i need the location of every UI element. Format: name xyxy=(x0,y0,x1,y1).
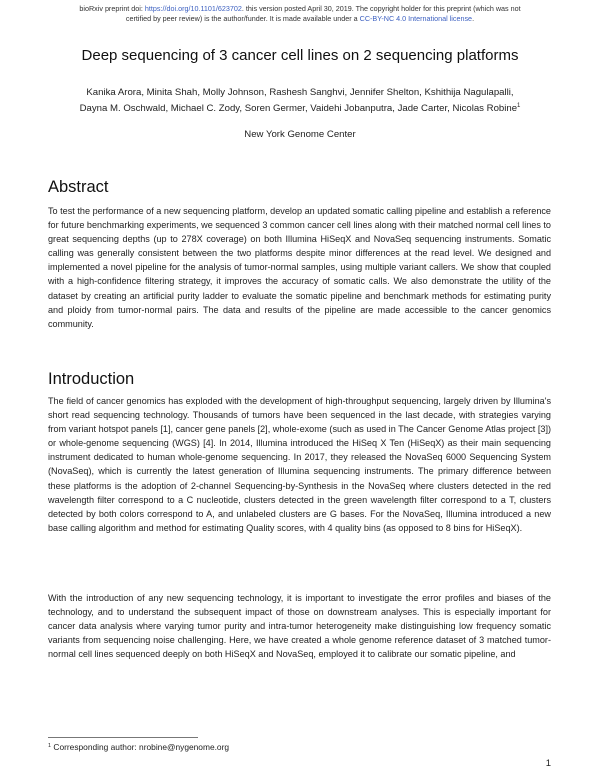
footnote xyxy=(48,742,229,753)
paper-title: Deep sequencing of 3 cancer cell lines on 2 sequencing platforms xyxy=(81,47,519,64)
doi-link[interactable]: https://doi.org/10.1101/623702 xyxy=(144,4,242,13)
abstract-heading: Abstract xyxy=(48,178,109,196)
author-list xyxy=(40,85,560,117)
footnote-mark: 1 xyxy=(48,743,52,749)
footnote-text: Corresponding author: nrobine@nygenome.org xyxy=(51,742,230,752)
abstract-text: To test the performance of a new sequencing platform, develop an updated somatic calling pipeline and establish a reference for future benchmarking experiments, we sequenced 3 common cancer cell lines along with their matched normal cell lines to great sequencing depths (up to 278X coverage) on both Illumina HiSeqX and NovaSeq sequencing instruments. Somatic calling was generally consistent between the two platforms despite minor differences at the read level. We designed and implemented a novel pipeline for the analysis of tumor-normal samples, using multiple variant callers. We show that coupled with a high-confidence filtering strategy, it improves the accuracy of somatic calls. We also demonstrate the utility of the dataset by creating an artificial purity ladder to evaluate the somatic pipeline and benchmark methods for estimating purity and ploidy from tumor-normal pairs. The data and results of the pipeline are made accessible to the cancer genomics community. xyxy=(48,206,551,329)
page-number: 1 xyxy=(545,758,551,769)
corresponding-author-mark: 1 xyxy=(517,103,521,109)
notice-line1-prefix: bioRxiv preprint doi: xyxy=(79,4,145,13)
introduction-paragraph-1: The field of cancer genomics has exploded with the development of high-throughput sequencing, largely driven by Illumina's short read sequencing technology. Thousands of tumors have been sequenced in the last decade, with strategies varying from variant hotspot panels [1], cancer gene panels [2], whole-exome (such as used in The Cancer Genome Atlas project [3]) or whole-genome sequencing (WGS) [4]. In 2014, Illumina introduced the HiSeq X Ten (HiSeqX) as their main sequencing instrument dedicated to human whole-genome sequencing. In 2017, they released the NovaSeq 6000 Sequencing System (NovaSeq), which is currently the latest generation of Illumina sequencing instruments. The primary difference between these platforms is the adoption of 2-channel Sequencing-by-Synthesis in the NovaSeq where clusters detected in the red wavelength filter correspond to a C nucleotide, clusters detected in the green wavelength filter correspond to a T, clusters detected by both colors correspond to A, and unlabeled clusters are G bases. For the NovaSeq, Illumina introduced a new base calling algorithm and method for estimating Quality scores, with 4 quality bins (as opposed to 8 bins for HiSeqX). xyxy=(48,396,551,533)
author-line-1: Kanika Arora, Minita Shah, Molly Johnson, Rashesh Sanghvi, Jennifer Shelton, Kshithija Nagulapalli, xyxy=(86,87,514,98)
preprint-notice xyxy=(30,4,570,23)
notice-line1-suffix: . this version posted April 30, 2019. The copyright holder for this preprint (which was not xyxy=(241,4,521,13)
notice-line2-suffix: . xyxy=(472,13,475,23)
license-link[interactable]: CC-BY-NC 4.0 International license xyxy=(359,13,473,23)
author-line-2: Dayna M. Oschwald, Michael C. Zody, Soren Germer, Vaidehi Jobanputra, Jade Carter, Nicolas Robine xyxy=(79,103,518,114)
footnote-divider xyxy=(48,737,198,738)
notice-line2-prefix: certified by peer review) is the author/funder. It is made available under a xyxy=(125,13,360,23)
affiliation: New York Genome Center xyxy=(244,129,356,140)
introduction-paragraph-2: With the introduction of any new sequencing technology, it is important to investigate the error profiles and biases of the technology, and to understand the subsequent impact of those on downstream analyses. This is especially important for cancer data analysis where varying tumor purity and intra-tumor heterogeneity make distinguishing low frequency somatic variants from sequencing noise challenging. Here, we have created a whole genome reference dataset of 3 matched tumor-normal cell lines sequenced deeply on both HiSeqX and NovaSeq, employed it to calibrate our somatic pipeline, and xyxy=(48,593,551,660)
introduction-heading: Introduction xyxy=(48,370,135,388)
